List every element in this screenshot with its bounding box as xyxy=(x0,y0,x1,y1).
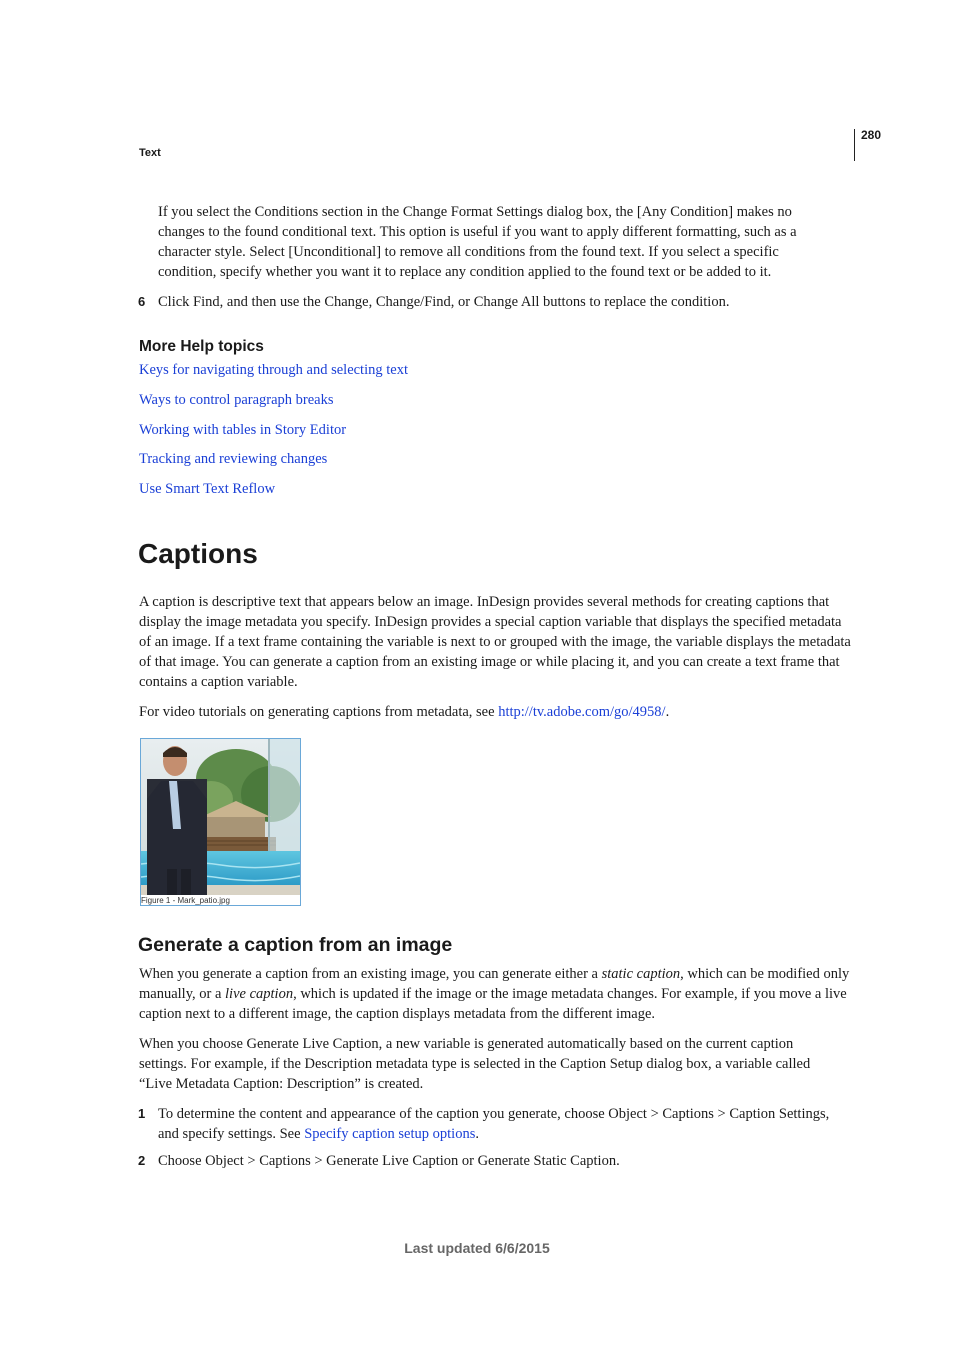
p1-part-c: , which can be modified only manually, or a xyxy=(139,966,850,1002)
video-suffix: . xyxy=(665,704,670,720)
figure-mark-patio xyxy=(140,738,301,906)
header-rule xyxy=(854,129,855,161)
step-text: Click Find, and then use the Change, Change/Find, or Change All buttons to replace the condition. xyxy=(158,294,730,310)
video-prefix: For video tutorials on generating captions from metadata, see xyxy=(139,704,499,720)
footer-last-updated: Last updated 6/6/2015 xyxy=(404,1240,550,1256)
p1-part-e: , which is updated if the image or the image metadata changes. For example, if you move a live caption next to a different image, the caption displays metadata from the different image. xyxy=(139,986,847,1022)
more-help-title: More Help topics xyxy=(139,338,264,355)
live-caption-term: live caption xyxy=(225,986,294,1002)
generate-paragraph-1 xyxy=(139,964,851,1024)
help-link-tables[interactable]: Working with tables in Story Editor xyxy=(139,422,347,438)
intro-paragraph: If you select the Conditions section in the Change Format Settings dialog box, the [Any Condition] makes no changes to the found conditional text. This option is useful if you want to apply different formatting, such as a character style. Select [Unconditional] to remove all conditions from the found text. If you select a specific condition, specify whether you want it to replace any condition applied to the found text or be added to it. xyxy=(158,204,797,280)
step-1-text xyxy=(158,1104,853,1144)
step-2-text: Choose Object > Captions > Generate Live Caption or Generate Static Caption. xyxy=(158,1153,620,1169)
section-label: Text xyxy=(139,147,161,159)
step-number: 1 xyxy=(138,1106,146,1121)
page-number: 280 xyxy=(861,128,882,142)
generate-paragraph-2: When you choose Generate Live Caption, a new variable is generated automatically based on the current caption settings. For example, if the Description metadata type is selected in the Caption Setup dialog box, a variable called “Live Metadata Caption: Description” is created. xyxy=(139,1036,811,1092)
video-tutorial-line xyxy=(139,702,669,722)
static-caption-term: static caption xyxy=(601,966,681,982)
step-1-body: To determine the content and appearance of the caption you generate, choose Object > Captions > Caption Settings, and specify settings. See xyxy=(158,1106,830,1142)
help-link-smart-reflow[interactable]: Use Smart Text Reflow xyxy=(139,481,276,497)
step-number: 6 xyxy=(138,294,146,309)
page-title: Captions xyxy=(138,538,258,569)
step-number: 2 xyxy=(138,1153,146,1168)
help-link-tracking[interactable]: Tracking and reviewing changes xyxy=(139,451,328,467)
captions-paragraph: A caption is descriptive text that appears below an image. InDesign provides several methods for creating captions that display the image metadata you specify. InDesign provides a special caption variable that displays the specified metadata of an image. If a text frame containing the variable is next to or grouped with the image, the variable displays the metadata of that image. You can generate a caption from an existing image or while placing it, and you can create a text frame that contains a caption variable. xyxy=(139,594,851,690)
p1-part-a: When you generate a caption from an existing image, you can generate either a xyxy=(139,966,602,982)
step-1-suffix: . xyxy=(475,1126,479,1142)
caption-setup-link[interactable]: Specify caption setup options xyxy=(304,1126,476,1142)
figure-caption: Figure 1 - Mark_patio.jpg xyxy=(141,896,230,905)
section-heading-generate: Generate a caption from an image xyxy=(138,934,453,956)
video-link[interactable]: http://tv.adobe.com/go/4958/ xyxy=(498,704,666,720)
help-link-paragraph-breaks[interactable]: Ways to control paragraph breaks xyxy=(139,392,334,408)
photo-man-on-patio xyxy=(141,739,300,895)
help-link-keys[interactable]: Keys for navigating through and selecting text xyxy=(139,362,408,378)
